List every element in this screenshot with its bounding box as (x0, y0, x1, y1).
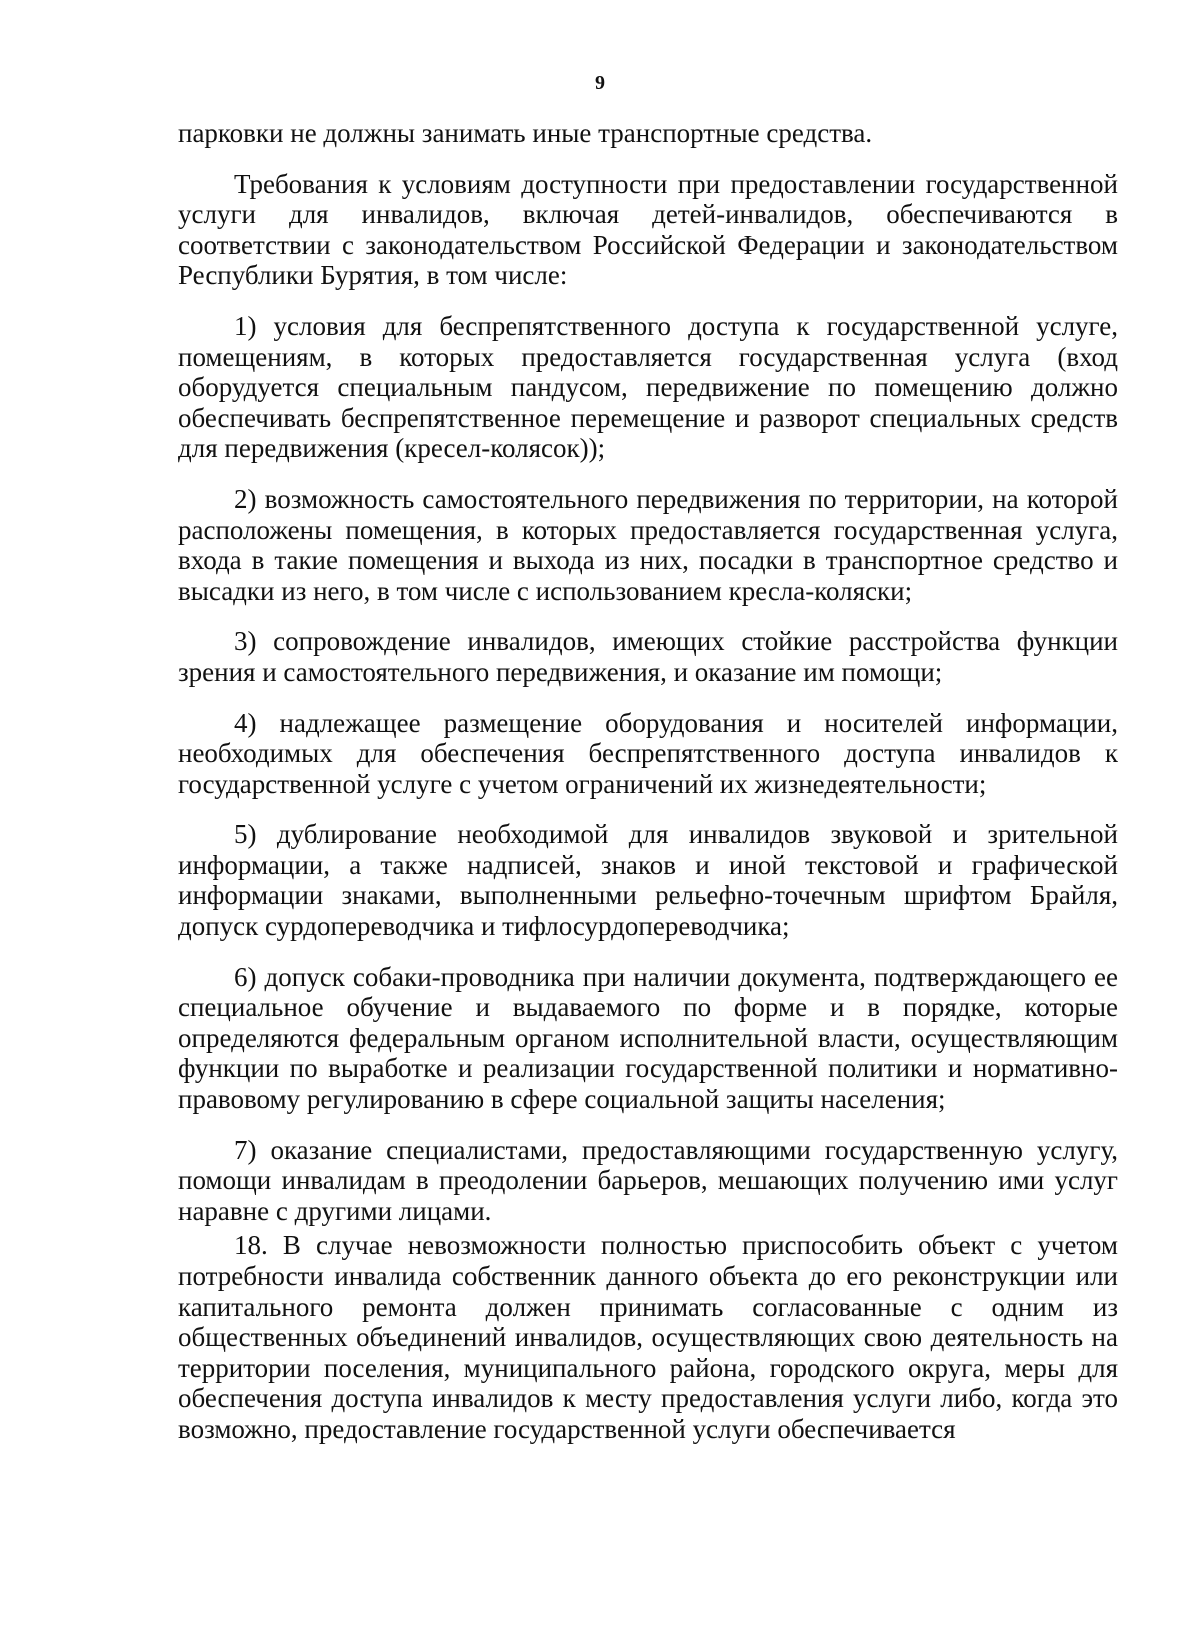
paragraph-continuation: парковки не должны занимать иные транспортные средства. (178, 118, 873, 148)
paragraph-18: 18. В случае невозможности полностью приспособить объект с учетом потребности инвалида собственник данного объекта до его реконструкции или капитального ремонта должен принимать согласованные с одним из общественных объединений инвалидов, осуществляющих свою деятельность на территории поселения, муниципального района, городского округа, меры для обеспечения доступа инвалидов к месту предоставления услуги либо, когда это возможно, предоставление государственной услуги обеспечивается (178, 1230, 1118, 1444)
list-item-6: 6) допуск собаки-проводника при наличии документа, подтверждающего ее специальное обучение и выдаваемого по форме и в порядке, которые определяются федеральным органом исполнительной власти, осуществляющим функции по выработке и реализации государственной политики и нормативно-правовому регулированию в сфере социальной защиты населения; (178, 961, 1118, 1115)
page-number: 9 (595, 72, 605, 94)
document-body (178, 118, 1118, 1445)
list-item-1: 1) условия для беспрепятственного доступа к государственной услуге, помещениям, в которых предоставляется государственная услуга (вход оборудуется специальным пандусом, передвижение по помещению должно обеспечивать беспрепятственное перемещение и разворот специальных средств для передвижения (кресел-колясок)); (178, 310, 1118, 464)
list-item-5: 5) дублирование необходимой для инвалидов звуковой и зрительной информации, а также надписей, знаков и иной текстовой и графической информации знаками, выполненными рельефно-точечным шрифтом Брайля, допуск сурдопереводчика и тифлосурдопереводчика; (178, 819, 1118, 942)
list-item-4: 4) надлежащее размещение оборудования и носителей информации, необходимых для обеспечения беспрепятственного доступа инвалидов к государственной услуге с учетом ограничений их жизнедеятельности; (178, 707, 1118, 799)
list-item-7: 7) оказание специалистами, предоставляющими государственную услугу, помощи инвалидам в преодолении барьеров, мешающих получению ими услуг наравне с другими лицами. (178, 1134, 1118, 1226)
list-item-3: 3) сопровождение инвалидов, имеющих стойкие расстройства функции зрения и самостоятельного передвижения, и оказание им помощи; (178, 626, 1118, 687)
list-item-2: 2) возможность самостоятельного передвижения по территории, на которой расположены помещения, в которых предоставляется государственная услуга, входа в такие помещения и выхода из них, посадки в транспортное средство и высадки из него, в том числе с использованием кресла-коляски; (178, 483, 1118, 606)
paragraph-accessibility-requirements: Требования к условиям доступности при предоставлении государственной услуги для инвалидов, включая детей-инвалидов, обеспечиваются в соответствии с законодательством Российской Федерации и законодательством Республики Бурятия, в том числе: (178, 168, 1118, 291)
